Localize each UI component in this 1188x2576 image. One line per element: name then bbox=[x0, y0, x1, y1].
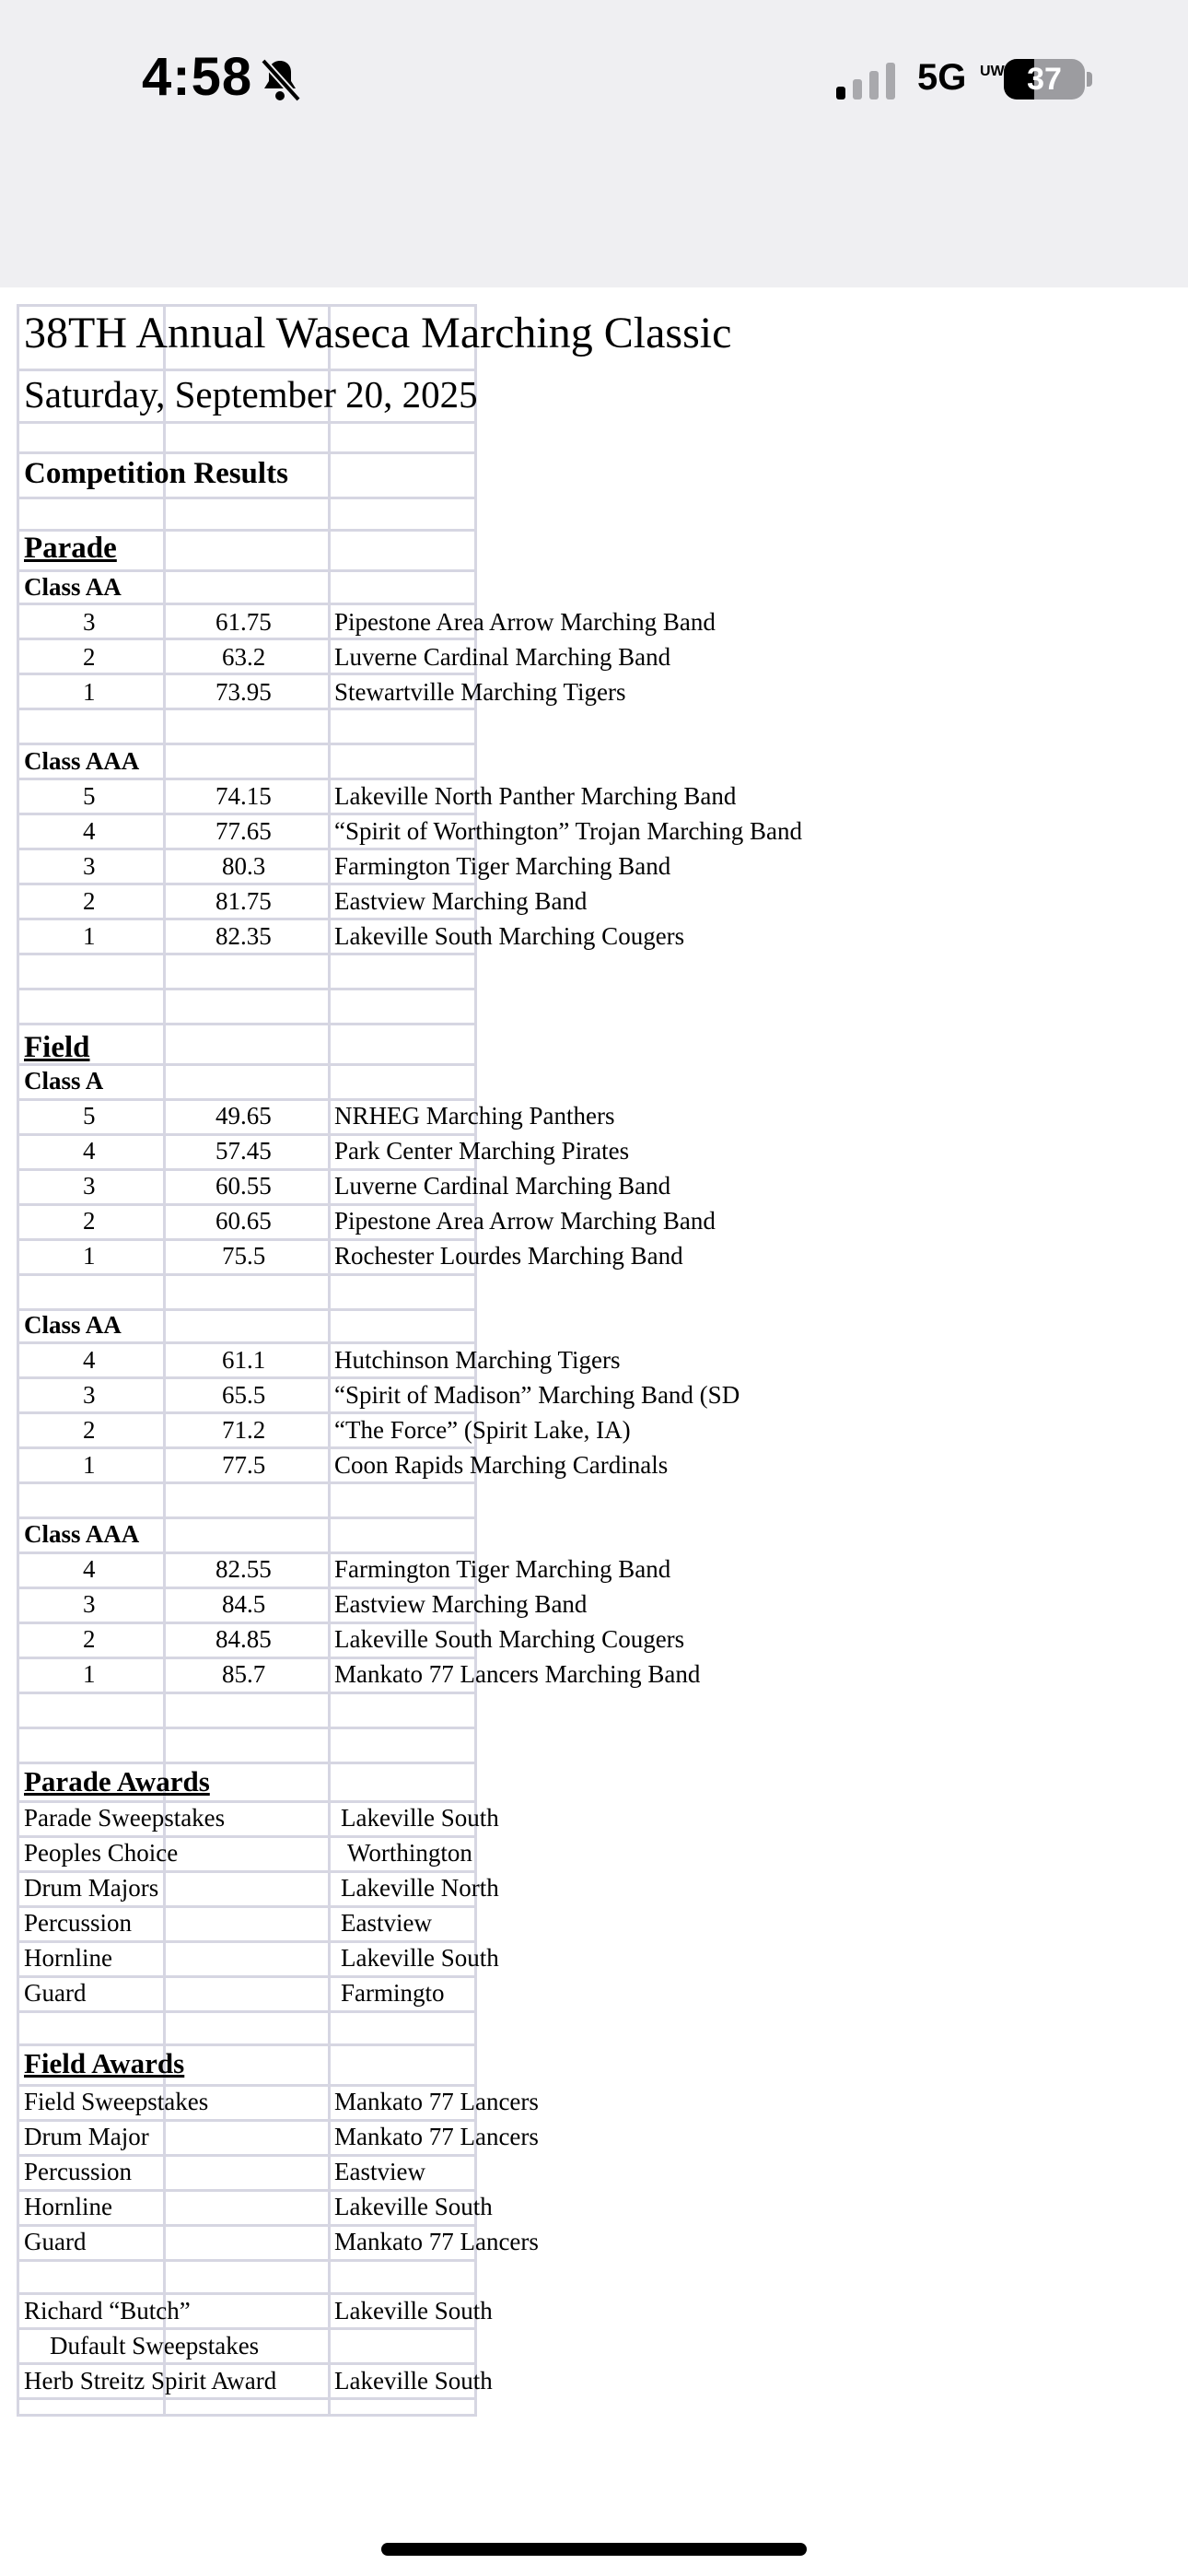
place: 1 bbox=[83, 1660, 96, 1688]
band-name: Pipestone Area Arrow Marching Band bbox=[334, 608, 716, 636]
grid-line bbox=[17, 1905, 477, 1908]
award-name: Percussion bbox=[24, 2158, 132, 2185]
grid-line bbox=[328, 304, 331, 2414]
grid-line bbox=[17, 1411, 477, 1414]
score: 61.75 bbox=[215, 608, 272, 636]
score: 80.3 bbox=[222, 852, 266, 880]
place: 2 bbox=[83, 887, 96, 915]
band-name: “Spirit of Madison” Marching Band (SD bbox=[334, 1381, 740, 1409]
network-type: 5G bbox=[917, 57, 967, 98]
home-indicator[interactable] bbox=[381, 2543, 807, 2556]
place: 1 bbox=[83, 1242, 96, 1270]
grid-line bbox=[17, 1835, 477, 1838]
award-name: Hornline bbox=[24, 1944, 112, 1972]
cellular-signal-icon bbox=[834, 61, 901, 100]
score: 49.65 bbox=[215, 1102, 272, 1130]
band-name: Rochester Lourdes Marching Band bbox=[334, 1242, 683, 1270]
band-name: Park Center Marching Pirates bbox=[334, 1137, 630, 1165]
parade-awards-label: Parade Awards bbox=[24, 1765, 210, 1797]
band-name: Mankato 77 Lancers Marching Band bbox=[334, 1660, 701, 1688]
grid-line bbox=[17, 1587, 477, 1589]
grid-line bbox=[17, 1481, 477, 1484]
band-name: Lakeville North Panther Marching Band bbox=[334, 782, 737, 810]
band-name: Pipestone Area Arrow Marching Band bbox=[334, 1207, 716, 1235]
grid-line bbox=[17, 1940, 477, 1943]
score: 75.5 bbox=[222, 1242, 266, 1270]
place: 1 bbox=[83, 678, 96, 706]
band-name: Hutchinson Marching Tigers bbox=[334, 1346, 621, 1374]
grid-line bbox=[17, 421, 477, 424]
band-name: Lakeville South Marching Cougers bbox=[334, 922, 685, 950]
band-name: Luverne Cardinal Marching Band bbox=[334, 1172, 671, 1200]
score: 60.65 bbox=[215, 1207, 272, 1235]
band-name: Stewartville Marching Tigers bbox=[334, 678, 626, 706]
grid-line bbox=[17, 2084, 477, 2087]
grid-line bbox=[17, 2414, 477, 2417]
award-winner: Mankato 77 Lancers bbox=[334, 2228, 539, 2255]
grid-line bbox=[17, 1023, 477, 1025]
score: 77.5 bbox=[222, 1451, 266, 1479]
place: 2 bbox=[83, 1625, 96, 1653]
grid-line bbox=[17, 1446, 477, 1449]
grid-line bbox=[17, 1133, 477, 1136]
grid-line bbox=[17, 1657, 477, 1659]
score: 85.7 bbox=[222, 1660, 266, 1688]
grid-line bbox=[17, 2224, 477, 2227]
grid-line bbox=[17, 569, 477, 572]
band-name: Luverne Cardinal Marching Band bbox=[334, 643, 671, 671]
place: 4 bbox=[83, 817, 96, 845]
score: 77.65 bbox=[215, 817, 272, 845]
grid-line bbox=[17, 1551, 477, 1554]
class-label: Class AAA bbox=[24, 1520, 140, 1548]
spreadsheet bbox=[0, 287, 1188, 2499]
place: 3 bbox=[83, 608, 96, 636]
grid-line bbox=[17, 1622, 477, 1624]
grid-line bbox=[17, 2292, 477, 2295]
grid-line bbox=[17, 1238, 477, 1241]
grid-line bbox=[17, 743, 477, 745]
grid-line bbox=[17, 2010, 477, 2013]
award-winner: Lakeville South bbox=[341, 1944, 499, 1972]
grid-line bbox=[17, 2119, 477, 2122]
band-name: Coon Rapids Marching Cardinals bbox=[334, 1451, 669, 1479]
place: 3 bbox=[83, 1172, 96, 1200]
award-winner: Lakeville South bbox=[341, 1804, 499, 1832]
award-name: Parade Sweepstakes bbox=[24, 1804, 226, 1832]
status-bar bbox=[0, 0, 1188, 287]
parade-section-label: Parade bbox=[24, 532, 117, 565]
band-name: Farmington Tiger Marching Band bbox=[334, 1555, 671, 1583]
document-date: Saturday, September 20, 2025 bbox=[24, 373, 478, 416]
award-winner: Farmingto bbox=[341, 1979, 445, 2007]
place: 2 bbox=[83, 1416, 96, 1444]
grid-line bbox=[17, 2397, 477, 2400]
network-subtype: UW bbox=[980, 64, 1005, 79]
award-name: Guard bbox=[24, 1979, 87, 2007]
grid-line bbox=[17, 2327, 477, 2330]
score: 84.5 bbox=[222, 1590, 266, 1618]
grid-line bbox=[17, 883, 477, 885]
place: 4 bbox=[83, 1346, 96, 1374]
battery-cap bbox=[1087, 72, 1092, 87]
grid-line bbox=[17, 813, 477, 815]
award-winner: Lakeville South bbox=[334, 2193, 493, 2220]
grid-line bbox=[17, 1273, 477, 1276]
score: 65.5 bbox=[222, 1381, 266, 1409]
award-winner: Lakeville South bbox=[334, 2297, 493, 2324]
place: 1 bbox=[83, 922, 96, 950]
award-winner: Mankato 77 Lancers bbox=[334, 2123, 539, 2150]
battery-percent: 37 bbox=[1027, 62, 1062, 97]
award-winner: Eastview bbox=[341, 1909, 432, 1937]
grid-line bbox=[17, 369, 477, 371]
grid-line bbox=[17, 988, 477, 990]
grid-line bbox=[17, 603, 477, 605]
bell-slash-icon bbox=[258, 57, 302, 103]
score: 82.55 bbox=[215, 1555, 272, 1583]
award-name: Guard bbox=[24, 2228, 87, 2255]
grid-line bbox=[17, 673, 477, 675]
award-name: Drum Major bbox=[24, 2123, 149, 2150]
band-name: Eastview Marching Band bbox=[334, 887, 588, 915]
score: 63.2 bbox=[222, 643, 266, 671]
award-name: Herb Streitz Spirit Award bbox=[24, 2367, 277, 2395]
band-name: NRHEG Marching Panthers bbox=[334, 1102, 615, 1130]
grid-line bbox=[17, 953, 477, 955]
place: 1 bbox=[83, 1451, 96, 1479]
grid-line bbox=[17, 1975, 477, 1978]
award-name: Field Sweepstakes bbox=[24, 2088, 209, 2115]
place: 2 bbox=[83, 1207, 96, 1235]
score: 60.55 bbox=[215, 1172, 272, 1200]
award-winner: Worthington bbox=[347, 1839, 472, 1867]
clock: 4:58 bbox=[142, 47, 253, 107]
grid-line bbox=[17, 2043, 477, 2046]
grid-line bbox=[17, 451, 477, 454]
grid-line bbox=[17, 708, 477, 710]
grid-line bbox=[17, 778, 477, 780]
field-section-label: Field bbox=[24, 1031, 90, 1064]
award-name: Peoples Choice bbox=[24, 1839, 179, 1867]
score: 57.45 bbox=[215, 1137, 272, 1165]
band-name: Farmington Tiger Marching Band bbox=[334, 852, 671, 880]
award-winner: Lakeville South bbox=[334, 2367, 493, 2395]
grid-line bbox=[17, 1341, 477, 1344]
score: 61.1 bbox=[222, 1346, 266, 1374]
award-name: Drum Majors bbox=[24, 1874, 159, 1902]
class-label: Class AA bbox=[24, 573, 122, 601]
grid-line bbox=[17, 2259, 477, 2262]
place: 4 bbox=[83, 1555, 96, 1583]
grid-line bbox=[17, 304, 19, 2414]
results-heading: Competition Results bbox=[24, 457, 288, 490]
place: 5 bbox=[83, 782, 96, 810]
grid-line bbox=[17, 1203, 477, 1206]
place: 3 bbox=[83, 852, 96, 880]
score: 74.15 bbox=[215, 782, 272, 810]
grid-line bbox=[17, 1692, 477, 1694]
grid-line bbox=[17, 1727, 477, 1729]
grid-line bbox=[17, 1376, 477, 1379]
award-name: Hornline bbox=[24, 2193, 112, 2220]
award-name: Dufault Sweepstakes bbox=[50, 2332, 260, 2359]
grid-line bbox=[17, 1516, 477, 1519]
place: 3 bbox=[83, 1590, 96, 1618]
place: 2 bbox=[83, 643, 96, 671]
place: 4 bbox=[83, 1137, 96, 1165]
grid-line bbox=[17, 304, 477, 307]
grid-line bbox=[17, 2189, 477, 2192]
band-name: Eastview Marching Band bbox=[334, 1590, 588, 1618]
award-winner: Lakeville North bbox=[341, 1874, 499, 1902]
score: 73.95 bbox=[215, 678, 272, 706]
score: 84.85 bbox=[215, 1625, 272, 1653]
score: 81.75 bbox=[215, 887, 272, 915]
class-label: Class AA bbox=[24, 1311, 122, 1339]
grid-line bbox=[17, 1870, 477, 1873]
award-winner: Mankato 77 Lancers bbox=[334, 2088, 539, 2115]
place: 3 bbox=[83, 1381, 96, 1409]
grid-line bbox=[17, 1168, 477, 1171]
field-awards-label: Field Awards bbox=[24, 2047, 185, 2079]
band-name: Lakeville South Marching Cougers bbox=[334, 1625, 685, 1653]
grid-line bbox=[17, 2362, 477, 2365]
battery-indicator bbox=[1004, 59, 1085, 100]
grid-line bbox=[17, 1098, 477, 1101]
document-title: 38TH Annual Waseca Marching Classic bbox=[24, 309, 732, 357]
award-winner: Eastview bbox=[334, 2158, 425, 2185]
score: 82.35 bbox=[215, 922, 272, 950]
class-label: Class AAA bbox=[24, 747, 140, 775]
grid-line bbox=[17, 1762, 477, 1764]
grid-line bbox=[17, 1800, 477, 1803]
grid-line bbox=[17, 918, 477, 920]
grid-line bbox=[17, 638, 477, 640]
class-label: Class A bbox=[24, 1067, 104, 1095]
grid-line bbox=[17, 2154, 477, 2157]
grid-line bbox=[17, 497, 477, 499]
band-name: “The Force” (Spirit Lake, IA) bbox=[334, 1416, 631, 1444]
score: 71.2 bbox=[222, 1416, 266, 1444]
award-name: Richard “Butch” bbox=[24, 2297, 191, 2324]
band-name: “Spirit of Worthington” Trojan Marching Band bbox=[334, 817, 803, 845]
award-name: Percussion bbox=[24, 1909, 132, 1937]
place: 5 bbox=[83, 1102, 96, 1130]
grid-line bbox=[17, 848, 477, 850]
